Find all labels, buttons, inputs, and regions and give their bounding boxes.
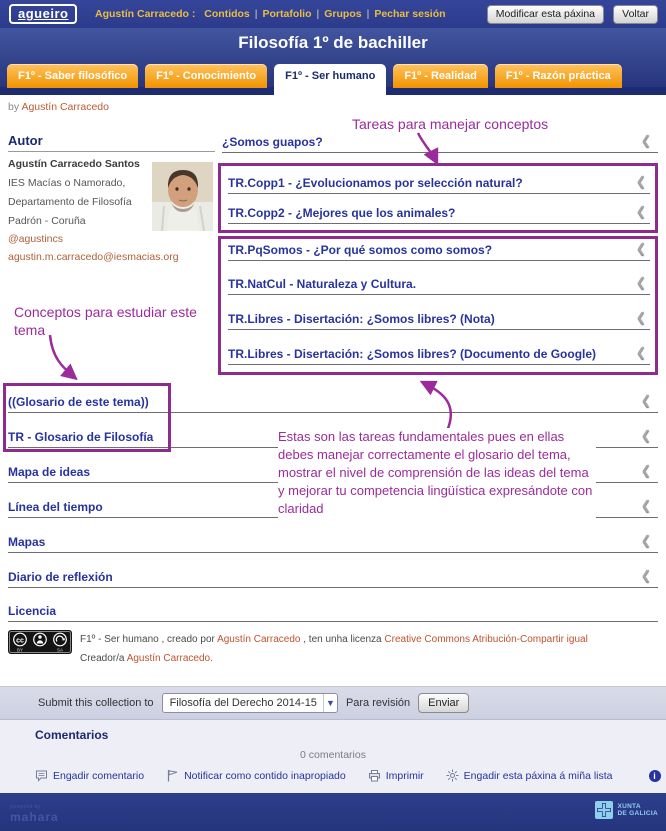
avatar xyxy=(152,162,213,231)
author-department: Departamento de Filosofía xyxy=(8,196,132,208)
cc-by-label: BY xyxy=(16,647,24,653)
block-link-tr-natcul[interactable]: TR.NatCul - Naturaleza y Cultura. xyxy=(228,277,417,291)
retract-block-icon[interactable]: ❮ xyxy=(641,463,652,477)
add-comment-label: Engadir comentario xyxy=(53,769,145,782)
block-link-tr-glosario[interactable]: TR - Glosario de Filosofía xyxy=(8,430,154,444)
block-link-diario-reflexion[interactable]: Diario de reflexión xyxy=(8,570,113,584)
divider xyxy=(222,152,658,153)
block-link-licencia[interactable]: Licencia xyxy=(8,604,57,618)
divider xyxy=(8,587,658,588)
chevron-down-icon: ▼ xyxy=(323,694,337,712)
svg-text:cc: cc xyxy=(16,637,24,645)
block-link-mapa-ideas[interactable]: Mapa de ideas xyxy=(8,465,91,479)
retract-block-icon[interactable]: ❮ xyxy=(636,174,647,188)
print-label: Imprimir xyxy=(385,769,424,782)
divider xyxy=(8,621,658,622)
watchlist-label: Engadir esta páxina á miña lista xyxy=(463,769,613,782)
annotation-fundamentales: Estas son las tareas fundamentales pues en ellas debes manejar correctamente el glosario del tema, mostrar el nivel de comprensión de las ideas del tema y mejorar tu competencia lingüística expresándote con claridad xyxy=(278,428,596,518)
retract-block-icon[interactable]: ❮ xyxy=(636,310,647,324)
bottom-panel xyxy=(0,686,666,793)
speech-bubble-icon xyxy=(35,769,48,782)
submit-button[interactable]: Enviar xyxy=(418,693,469,713)
block-link-somos-guapos[interactable]: ¿Somos guapos? xyxy=(222,135,323,149)
back-button[interactable]: Voltar xyxy=(613,5,658,24)
username[interactable]: Agustín Carracedo : xyxy=(95,8,196,20)
author-city: Padrón - Coruña xyxy=(8,215,86,227)
retract-block-icon[interactable]: ❮ xyxy=(641,498,652,512)
comment-actions xyxy=(35,769,661,782)
author-email-link[interactable]: agustin.m.carracedo@iesmacias.org xyxy=(8,251,179,263)
powered-by-label: powered by xyxy=(10,804,41,810)
nav-separator: | xyxy=(366,8,370,20)
annotation-tareas: Tareas para manejar conceptos xyxy=(352,116,549,132)
nav-contidos[interactable]: Contidos xyxy=(204,8,250,20)
divider xyxy=(8,552,658,553)
block-link-glosario-tema[interactable]: ((Glosario de este tema)) xyxy=(8,395,149,409)
author-heading: Autor xyxy=(8,133,43,148)
page-content xyxy=(0,95,666,686)
page-title: Filosofía 1º de bachiller xyxy=(238,33,428,52)
author-handle-link[interactable]: @agustincs xyxy=(8,233,64,245)
creator-prefix: Creador/a xyxy=(80,653,127,664)
nav-portafolio[interactable]: Portafolio xyxy=(262,8,312,20)
block-link-tr-pqsomos[interactable]: TR.PqSomos - ¿Por qué somos como somos? xyxy=(228,243,493,257)
divider xyxy=(8,151,215,152)
add-comment-link[interactable] xyxy=(35,769,144,782)
retract-block-icon[interactable]: ❮ xyxy=(636,275,647,289)
block-link-mapas[interactable]: Mapas xyxy=(8,535,46,549)
tab-bar xyxy=(7,64,622,97)
collection-select[interactable] xyxy=(162,693,338,713)
retract-block-icon[interactable]: ❮ xyxy=(636,204,647,218)
block-link-tr-copp2[interactable]: TR.Copp2 - ¿Mejores que los animales? xyxy=(228,206,456,220)
license-cc-link[interactable]: Creative Commons Atribución-Compartir igual xyxy=(384,634,588,645)
printer-icon xyxy=(368,769,381,782)
divider xyxy=(228,364,650,365)
retract-block-icon[interactable]: ❮ xyxy=(641,568,652,582)
byline-author-link[interactable]: Agustín Carracedo xyxy=(21,101,109,113)
divider xyxy=(228,329,650,330)
retract-block-icon[interactable]: ❮ xyxy=(636,345,647,359)
xunta-line1: XUNTA xyxy=(617,803,641,810)
xunta-icon xyxy=(595,801,613,819)
tab-saber-filosofico[interactable]: F1º - Saber filosófico xyxy=(7,64,138,88)
report-content-link[interactable] xyxy=(166,769,346,782)
author-name: Agustín Carracedo Santos xyxy=(8,158,140,170)
nav-grupos[interactable]: Grupos xyxy=(324,8,362,20)
watchlist-icon xyxy=(446,769,459,782)
block-link-linea-tiempo[interactable]: Línea del tiempo xyxy=(8,500,103,514)
submit-label: Submit this collection to xyxy=(38,697,154,709)
block-link-tr-libres-nota[interactable]: TR.Libres - Disertación: ¿Somos libres? (Nota) xyxy=(228,312,495,326)
license-creator xyxy=(80,653,213,664)
tab-razon-practica[interactable]: F1º - Razón práctica xyxy=(495,64,622,88)
comments-heading: Comentarios xyxy=(35,728,109,742)
comments-count: 0 comentarios xyxy=(300,749,366,761)
license-text xyxy=(80,634,588,645)
nav-pechar-sesion[interactable]: Pechar sesión xyxy=(374,8,446,20)
flag-icon xyxy=(166,769,179,782)
divider xyxy=(228,294,650,295)
retract-block-icon[interactable]: ❮ xyxy=(641,133,652,147)
add-to-watchlist-link[interactable] xyxy=(446,769,613,782)
author-school: IES Macías o Namorado, xyxy=(8,177,126,189)
agueiro-logo[interactable]: agueiro xyxy=(9,4,77,24)
license-author-link[interactable]: Agustín Carracedo xyxy=(217,634,301,645)
divider xyxy=(228,260,650,261)
license-part2: , ten unha licenza xyxy=(300,634,385,645)
retract-block-icon[interactable]: ❮ xyxy=(641,393,652,407)
info-icon[interactable]: i xyxy=(649,770,661,782)
divider xyxy=(228,193,650,194)
collection-select-value: Filosofía del Derecho 2014-15 xyxy=(169,697,317,709)
retract-block-icon[interactable]: ❮ xyxy=(641,533,652,547)
annotation-conceptos: Conceptos para estudiar este tema xyxy=(14,304,197,338)
cc-sa-label: SA xyxy=(56,647,64,653)
divider xyxy=(8,412,658,413)
creator-link[interactable]: Agustín Carracedo. xyxy=(126,653,213,664)
xunta-line2: DE GALICIA xyxy=(617,810,658,817)
edit-page-button[interactable]: Modificar esta páxina xyxy=(487,5,604,24)
divider xyxy=(228,223,650,224)
breadcrumb xyxy=(8,101,109,113)
cc-by-sa-badge xyxy=(8,630,72,654)
block-link-tr-libres-doc[interactable]: TR.Libres - Disertación: ¿Somos libres? (Documento de Google) xyxy=(228,347,597,361)
byline-prefix: by xyxy=(8,101,20,113)
tab-ser-humano[interactable]: F1º - Ser humano xyxy=(274,64,386,97)
review-label: Para revisión xyxy=(345,697,411,709)
mahara-logo xyxy=(10,799,59,822)
block-link-tr-copp1[interactable]: TR.Copp1 - ¿Evolucionamos por selección natural? xyxy=(228,176,523,190)
mahara-label: mahara xyxy=(10,810,59,824)
license-part1: F1º - Ser humano , creado por xyxy=(80,634,218,645)
xunta-logo xyxy=(595,801,658,819)
tab-conocimiento[interactable]: F1º - Conocimiento xyxy=(145,64,267,88)
report-content-label: Notificar como contido inapropiado xyxy=(184,769,346,782)
nav-separator: | xyxy=(316,8,320,20)
top-nav xyxy=(95,8,446,20)
nav-separator: | xyxy=(254,8,258,20)
submit-bar xyxy=(0,687,666,720)
tab-realidad[interactable]: F1º - Realidad xyxy=(393,64,487,88)
retract-block-icon[interactable]: ❮ xyxy=(636,241,647,255)
print-link[interactable] xyxy=(368,769,424,782)
footer xyxy=(0,793,666,831)
retract-block-icon[interactable]: ❮ xyxy=(641,428,652,442)
